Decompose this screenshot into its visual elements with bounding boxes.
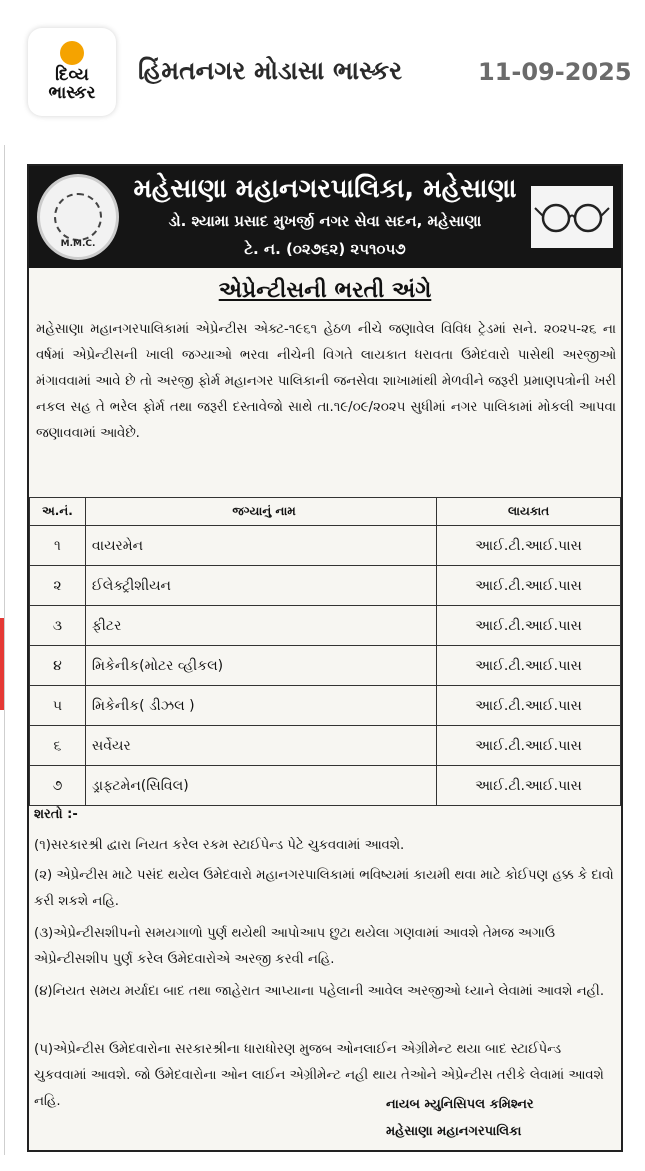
row-qualification: આઈ.ટી.આઈ.પાસ <box>437 526 621 566</box>
row-post-name: મિકેનીક( ડીઝલ ) <box>85 686 436 726</box>
scroll-accent-marker <box>0 618 4 710</box>
table-row <box>30 526 621 566</box>
row-post-name: મિકેનીક(મોટર વ્હીકલ) <box>85 646 436 686</box>
term-item: (૫)એપ્રેન્ટીસ ઉમેદવારોના સરકારશ્રીના ધારાધોરણ મુજબ ઓનલાઈન એગ્રીમેન્ટ થયા બાદ સ્ટાઈપેન્ડ ચુકવવામાં આવશે. જો ઉમેદવારોના ઓન લાઈન એગ્રીમેન્ટ નહી થાય તેઓને એપ્રેન્ટીસ તરીકે લેવામાં આવશે નહિ. <box>34 1042 604 1109</box>
table-row <box>30 566 621 606</box>
row-qualification: આઈ.ટી.આઈ.પાસ <box>437 606 621 646</box>
divya-bhaskar-logo[interactable] <box>28 28 116 116</box>
table-header-row <box>30 498 621 526</box>
table-row <box>30 686 621 726</box>
row-qualification: આઈ.ટી.આઈ.પાસ <box>437 766 621 806</box>
row-serial: ૬ <box>30 726 86 766</box>
row-qualification: આઈ.ટી.આઈ.પાસ <box>437 686 621 726</box>
newspaper-clipping[interactable] <box>27 164 623 1152</box>
header-post-name: જગ્યાનું નામ <box>85 498 436 526</box>
row-post-name: વાયરમેન <box>85 526 436 566</box>
logo-line-1: દિવ્ય <box>55 65 89 85</box>
sun-icon <box>60 41 84 65</box>
terms-heading: શરતો :- <box>34 807 78 822</box>
table-row <box>30 766 621 806</box>
row-post-name: સર્વેયર <box>85 726 436 766</box>
notice-header-band <box>29 166 621 268</box>
notice-intro: મહેસાણા મહાનગરપાલિકામાં એપ્રેન્ટીસ એક્ટ-૧૯૬૧ હેઠળ નીચે જણાવેલ વિવિધ ટ્રેડમાં સને. ૨૦૨૫-૨૬ ના વર્ષમાં એપ્રેન્ટીસની ખાલી જગ્યાઓ ભરવા નીચેની વિગતે લાયકાત ધરાવતા ઉમેદવારો પાસેથી અરજીઓ મંગાવવામાં આવે છે તો અરજી ફોર્મ મહાનગર પાલિકાની જનસેવા શાખામાંથી મેળવીને જરૂરી પ્રમાણપત્રોની ખરી નકલ સહ તે ભરેલ ફોર્મ તથા જરૂરી દસ્તાવેજો સાથે તા.૧૯/૦૯/૨૦૨૫ સુધીમાં નગર પાલિકામાં મોકલી આપવા જણાવવામાં આવેછે. <box>36 322 616 441</box>
row-serial: ૩ <box>30 606 86 646</box>
row-post-name: ઈલેક્ટ્રીશીયન <box>85 566 436 606</box>
row-serial: ૪ <box>30 646 86 686</box>
signatory-org: મહેસાણા મહાનગરપાલિકા <box>386 1124 522 1139</box>
header-qualification: લાયકાત <box>437 498 621 526</box>
emblem-text: M.M.C. <box>60 239 96 249</box>
row-qualification: આઈ.ટી.આઈ.પાસ <box>437 726 621 766</box>
term-item: (૩)એપ્રેન્ટીસશીપનો સમયગાળો પુર્ણ થયેથી આપોઆપ છુટા થયેલા ગણવામાં આવશે તેમજ અગાઉ એપ્રેન્ટીસશીપ પુર્ણ કરેલ ઉમેદવારોએ અરજી કરવી નહિ. <box>34 926 555 967</box>
signatory-title: નાયબ મ્યુનિસિપલ કમિશ્નર <box>386 1097 534 1112</box>
edition-title: હિંમતનગર મોડાસા ભાસ્કર <box>138 56 403 85</box>
edition-date: 11-09-2025 <box>478 58 632 86</box>
term-item: (૧)સરકારશ્રી દ્વારા નિયત કરેલ રકમ સ્ટાઈપેન્ડ પેટે ચુકવવામાં આવશે. <box>34 838 405 853</box>
page-edge-divider <box>4 145 5 1155</box>
table-row <box>30 606 621 646</box>
term-item: (૨) એપ્રેન્ટીસ માટે પસંદ થયેલ ઉમેદવારો મહાનગરપાલિકામાં ભવિષ્યમાં કાયમી થવા માટે કોઈપણ હક્ક કે દાવો કરી શકશે નહિ. <box>34 868 614 909</box>
org-name: મહેસાણા મહાનગરપાલિકા, મહેસાણા <box>133 174 517 204</box>
row-post-name: ફીટર <box>85 606 436 646</box>
trades-table <box>29 497 621 806</box>
mmc-emblem-icon <box>37 174 119 260</box>
row-post-name: ડ્રાફ્ટમેન(સિવિલ) <box>85 766 436 806</box>
row-qualification: આઈ.ટી.આઈ.પાસ <box>437 646 621 686</box>
table-row <box>30 646 621 686</box>
row-serial: ૧ <box>30 526 86 566</box>
header-serial: અ.નં. <box>30 498 86 526</box>
emblem-ring <box>54 193 102 241</box>
app-header <box>0 0 645 140</box>
row-serial: ૭ <box>30 766 86 806</box>
row-qualification: આઈ.ટી.આઈ.પાસ <box>437 566 621 606</box>
org-address: ડો. શ્યામા પ્રસાદ મુખર્જી નગર સેવા સદન, મહેસાણા <box>168 212 482 230</box>
row-serial: ૨ <box>30 566 86 606</box>
table-row <box>30 726 621 766</box>
swachh-bharat-glasses-icon <box>531 186 613 248</box>
row-serial: ૫ <box>30 686 86 726</box>
notice-title: એપ્રેન્ટીસની ભરતી અંગે <box>218 278 432 303</box>
org-phone: ટે. ન. (૦૨૭૬૨) ૨૫૧૦૫૭ <box>244 240 406 258</box>
logo-line-2: ભાસ્કર <box>48 83 96 103</box>
term-item: (૪)નિયત સમય મર્યાદા બાદ તથા જાહેરાત આપ્યાના પહેલાની આવેલ અરજીઓ ધ્યાને લેવામાં આવશે નહી. <box>34 984 605 999</box>
